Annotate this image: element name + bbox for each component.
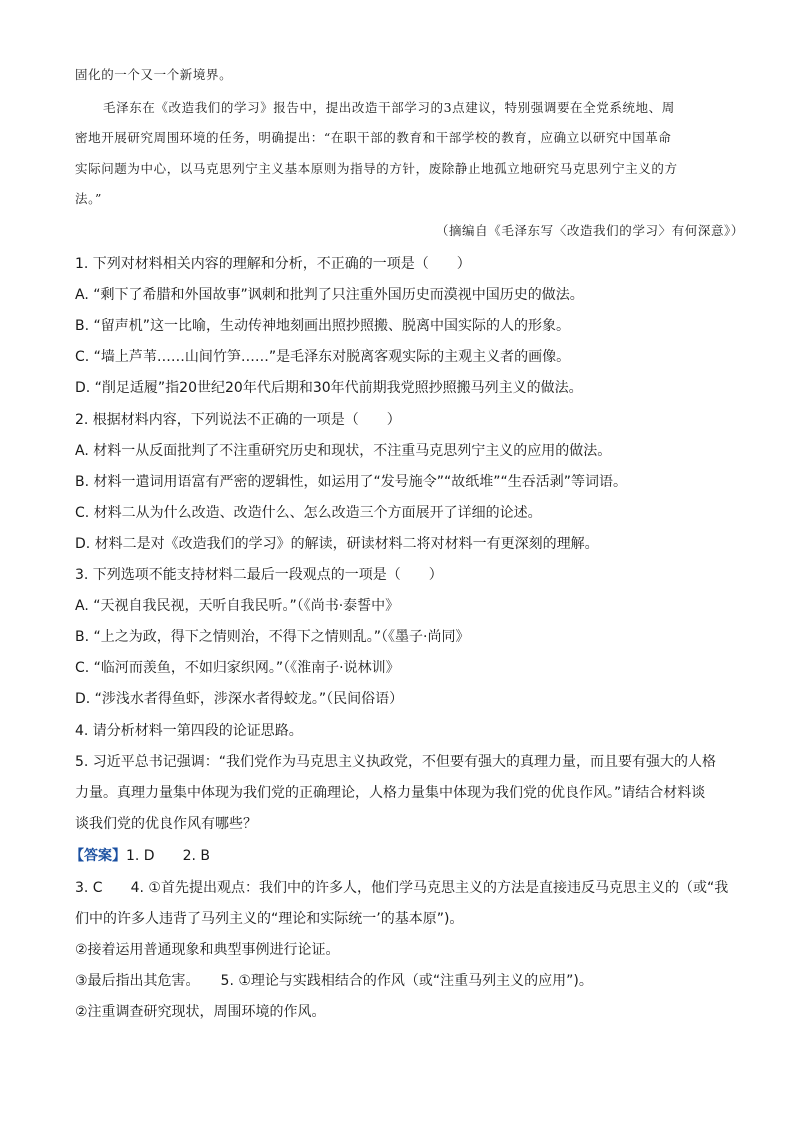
question-4-stem: 4. 请分析材料一第四段的论证思路。	[75, 723, 303, 739]
answer-choices: 1. D 2. B	[126, 848, 210, 864]
question-1-option-b: B. “留声机”这一比喻，生动传神地刻画出照抄照搬、脱离中国实际的人的形象。	[75, 318, 571, 334]
passage-line-4: 实际问题为中心，以马克思列宁主义基本原则为指导的方针，废除静止地孤立地研究马克思列宁主义的方	[75, 161, 678, 176]
passage-line-5: 法。”	[75, 191, 102, 206]
question-5-line-2: 力量。真理力量集中体现为我们党的正确理论，人格力量集中体现为我们党的优良作风。”请结合材料谈	[75, 785, 706, 801]
answer-line-4: ②接着运用普通现象和典型事例进行论证。	[75, 942, 340, 958]
question-2-option-c: C. 材料二从为什么改造、改造什么、怎么改造三个方面展开了详细的论述。	[75, 505, 542, 521]
answer-line-6: ②注重调查研究现状，周围环境的作风。	[75, 1004, 326, 1020]
passage-line-1: 固化的一个又一个新境界。	[75, 67, 233, 82]
answer-tag: 【答案】	[70, 848, 126, 864]
question-3-option-c: C. “临河而羡鱼，不如归家织网。”（《淮南子·说林训》	[75, 660, 400, 676]
question-5-line-3: 谈我们党的优良作风有哪些？	[75, 816, 257, 832]
question-3-option-d: D. “涉浅水者得鱼虾，涉深水者得蛟龙。”（民间俗语）	[75, 691, 404, 707]
passage-line-2: 毛泽东在《改造我们的学习》报告中，提出改造干部学习的3点建议，特别强调要在全党系统地、周	[103, 100, 675, 115]
question-1-stem: 1. 下列对材料相关内容的理解和分析，不正确的一项是（ ）	[75, 256, 471, 272]
answer-line-5: ③最后指出其危害。 5. ①理论与实践相结合的作风（或“注重马列主义的应用”)。	[75, 973, 593, 989]
question-5-line-1: 5. 习近平总书记强调：“我们党作为马克思主义执政党，不但要有强大的真理力量，而且要有强大的人格	[75, 754, 717, 770]
passage-source: （摘编自《毛泽东写〈改造我们的学习〉有何深意》）	[435, 223, 744, 238]
passage-line-3: 密地开展研究周围环境的任务，明确提出：“在职干部的教育和干部学校的教育，应确立以研究中国革命	[75, 130, 672, 145]
question-1-option-c: C. “墙上芦苇……山间竹笋……”是毛泽东对脱离客观实际的主观主义者的画像。	[75, 349, 571, 365]
question-3-stem: 3. 下列选项不能支持材料二最后一段观点的一项是（ ）	[75, 567, 443, 583]
question-3-option-a: A. “天视自我民视，天听自我民听。”（《尚书·泰誓中》	[75, 598, 400, 614]
question-2-option-b: B. 材料一遣词用语富有严密的逻辑性，如运用了“发号施令”“故纸堆”“生吞活剥”等词语。	[75, 474, 628, 490]
question-3-option-b: B. “上之为政，得下之情则治，不得下之情则乱。”（《墨子·尚同》	[75, 629, 470, 645]
question-2-option-a: A. 材料一从反面批判了不注重研究历史和现状，不注重马克思列宁主义的应用的做法。	[75, 443, 612, 459]
question-1-option-a: A. “剩下了希腊和外国故事”讽刺和批判了只注重外国历史而漠视中国历史的做法。	[75, 287, 584, 303]
question-2-stem: 2. 根据材料内容，下列说法不正确的一项是（ ）	[75, 412, 401, 428]
answer-line-2: 3. C 4. ①首先提出观点：我们中的许多人，他们学马克思主义的方法是直接违反马克思主义的（或“我	[75, 880, 729, 896]
answer-line-3: 们中的许多人违背了马列主义的“理论和实际统一’的基本原”)。	[75, 911, 464, 927]
question-1-option-d: D. “削足适履”指20世纪20年代后期和30年代前期我党照抄照搬马列主义的做法。	[75, 380, 583, 396]
answer-line-1	[70, 846, 210, 866]
question-2-option-d: D. 材料二是对《改造我们的学习》的解读，研读材料二将对材料一有更深刻的理解。	[75, 536, 599, 552]
